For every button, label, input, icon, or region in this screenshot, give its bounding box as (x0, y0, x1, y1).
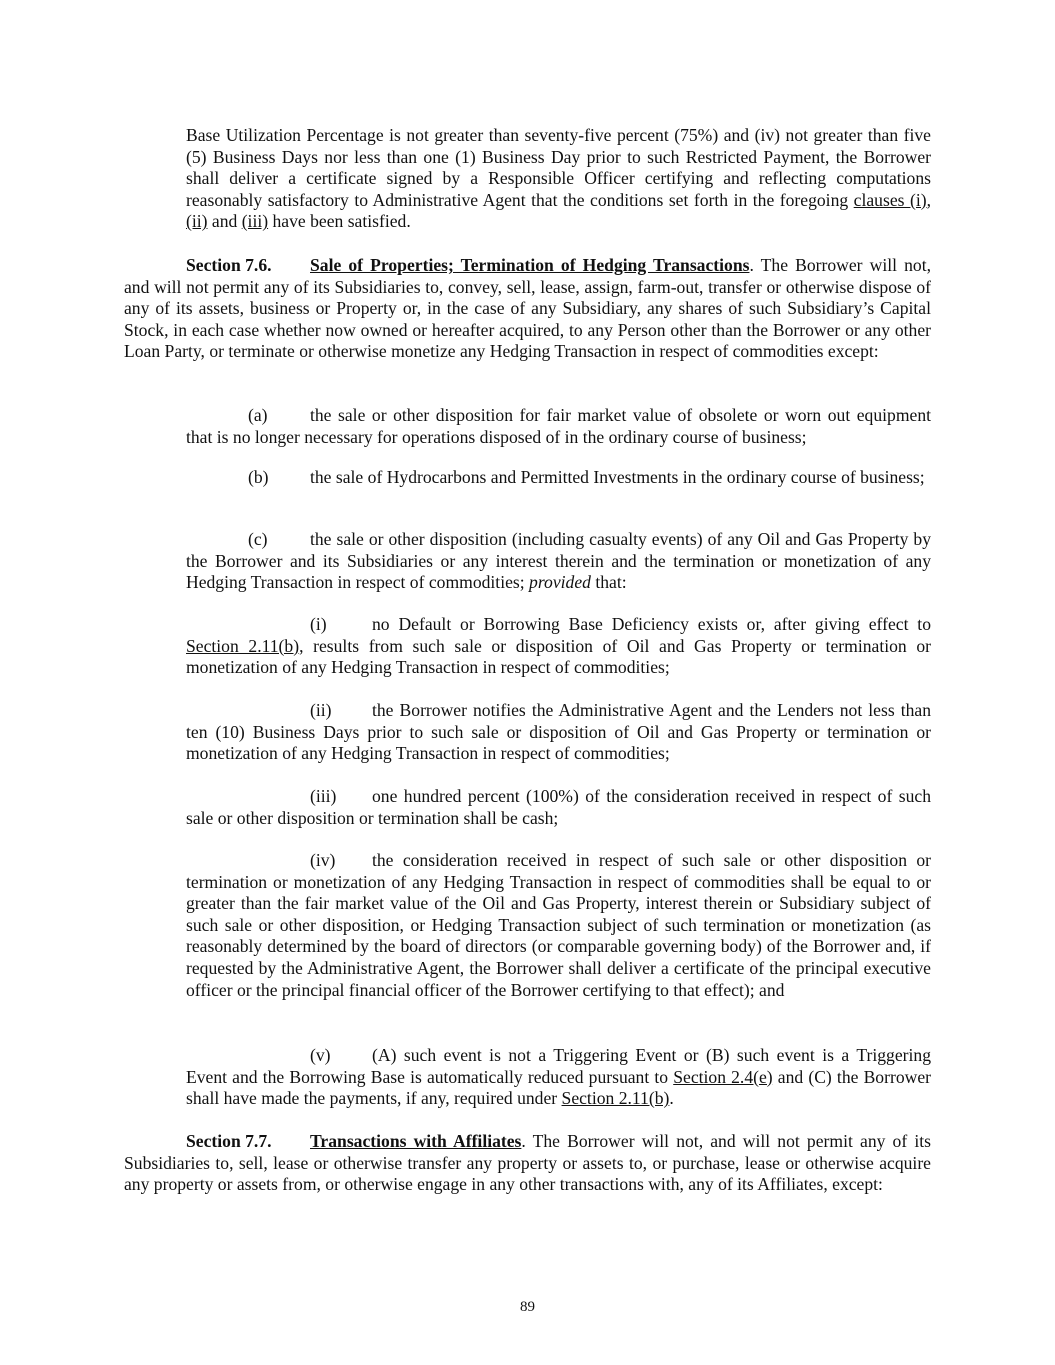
clause-reference: clauses (i) (853, 189, 927, 210)
clause-reference: (ii) (186, 211, 208, 232)
clause-label: (ii) (310, 700, 332, 720)
clause-label: (a) (248, 405, 268, 425)
subclause-iv: (iv) the consideration received in respect of such sale or other disposition or termination or monetization of any Hedging Transaction in respect of commodities shall be equal to or greater than the fair market value of the Oil and Gas Property, interest therein or Subsidiary subject of such sale or other disposition, or Hedging Transaction subject of such termination or monetization (as reasonably determined by the board of directors (or comparable governing body) of the Borrower and, if requested by the Administrative Agent, the Borrower shall deliver a certificate of the principal executive officer or the principal financial officer of the Borrower certifying to that effect); and (186, 850, 931, 1000)
clause-a: (a) the sale or other disposition for fair market value of obsolete or worn out equipment that is no longer necessary for operations disposed of in the ordinary course of business; (186, 405, 931, 447)
subclause-v: (v) (A) such event is not a Triggering Event or (B) such event is a Triggering Event and the Borrowing Base is automatically reduced pursuant to Section 2.4(e) and (C) the Borrower shall have made the payments, if any, required under Section 2.11(b). (186, 1045, 931, 1109)
section-number: Section 7.6. (186, 255, 272, 275)
clause-label: (iv) (310, 850, 336, 870)
page-number: 89 (520, 1299, 535, 1315)
clause-label: (c) (248, 529, 268, 549)
subclause-i: (i) no Default or Borrowing Base Deficiency exists or, after giving effect to Section 2.11(b), results from such sale or disposition of Oil and Gas Property or termination or monetization of any Hedging Transaction in respect of commodities; (186, 614, 931, 678)
clause-label: (b) (248, 467, 269, 487)
clause-b: (b) the sale of Hydrocarbons and Permitted Investments in the ordinary course of business; (248, 467, 925, 487)
paragraph-continuation: Base Utilization Percentage is not greater than seventy-five percent (75%) and (iv) not greater than five (5) Business Days nor less than one (1) Business Day prior to such Restricted Payment, the Borrower shall deliver a certificate signed by a Responsible Officer certifying and reflecting computations reasonably satisfactory to Administrative Agent that the conditions set forth in the foregoing clauses (i), (ii) and (iii) have been satisfied. (186, 125, 931, 232)
subclause-ii: (ii) the Borrower notifies the Administrative Agent and the Lenders not less than ten (10) Business Days prior to such sale or disposition of Oil and Gas Property or termination or monetization of any Hedging Transaction in respect of commodities; (186, 700, 931, 764)
clause-reference: (iii) (241, 211, 269, 232)
section-7-6-paragraph: Section 7.6. Sale of Properties; Termination of Hedging Transactions. The Borrower will not, and will not permit any of its Subsidiaries to, convey, sell, lease, assign, farm-out, transfer or otherwise dispose of any of its assets, business or Property or, in the case of any Subsidiary, any shares of such Subsidiary’s Capital Stock, in each case whether now owned or hereafter acquired, to any Person other than the Borrower or any other Loan Party, or terminate or otherwise monetize any Hedging Transaction in respect of commodities except: (124, 255, 931, 362)
section-number: Section 7.7. (186, 1131, 272, 1151)
section-7-7-paragraph: Section 7.7. Transactions with Affiliates. The Borrower will not, and will not permit any of its Subsidiaries to, sell, lease or otherwise transfer any property or assets to, or purchase, lease or otherwise acquire any property or assets from, or otherwise engage in any other transactions with, any of its Affiliates, except: (124, 1131, 931, 1195)
section-heading: Transactions with Affiliates (310, 1131, 522, 1151)
subclause-iii: (iii) one hundred percent (100%) of the consideration received in respect of such sale or other disposition or termination shall be cash; (186, 786, 931, 828)
section-reference: Section 2.11(b) (186, 635, 300, 656)
clause-label: (iii) (310, 786, 337, 806)
section-reference: Section 2.11(b) (561, 1088, 670, 1109)
section-heading: Sale of Properties; Termination of Hedging Transactions (310, 255, 750, 275)
clause-c: (c) the sale or other disposition (including casualty events) of any Oil and Gas Property by the Borrower and its Subsidiaries or any interest therein and the termination or monetization of any Hedging Transaction in respect of commodities; provided that: (186, 529, 931, 593)
clause-label: (i) (310, 614, 327, 634)
section-reference: Section 2.4(e) (673, 1066, 773, 1087)
clause-label: (v) (310, 1045, 331, 1065)
